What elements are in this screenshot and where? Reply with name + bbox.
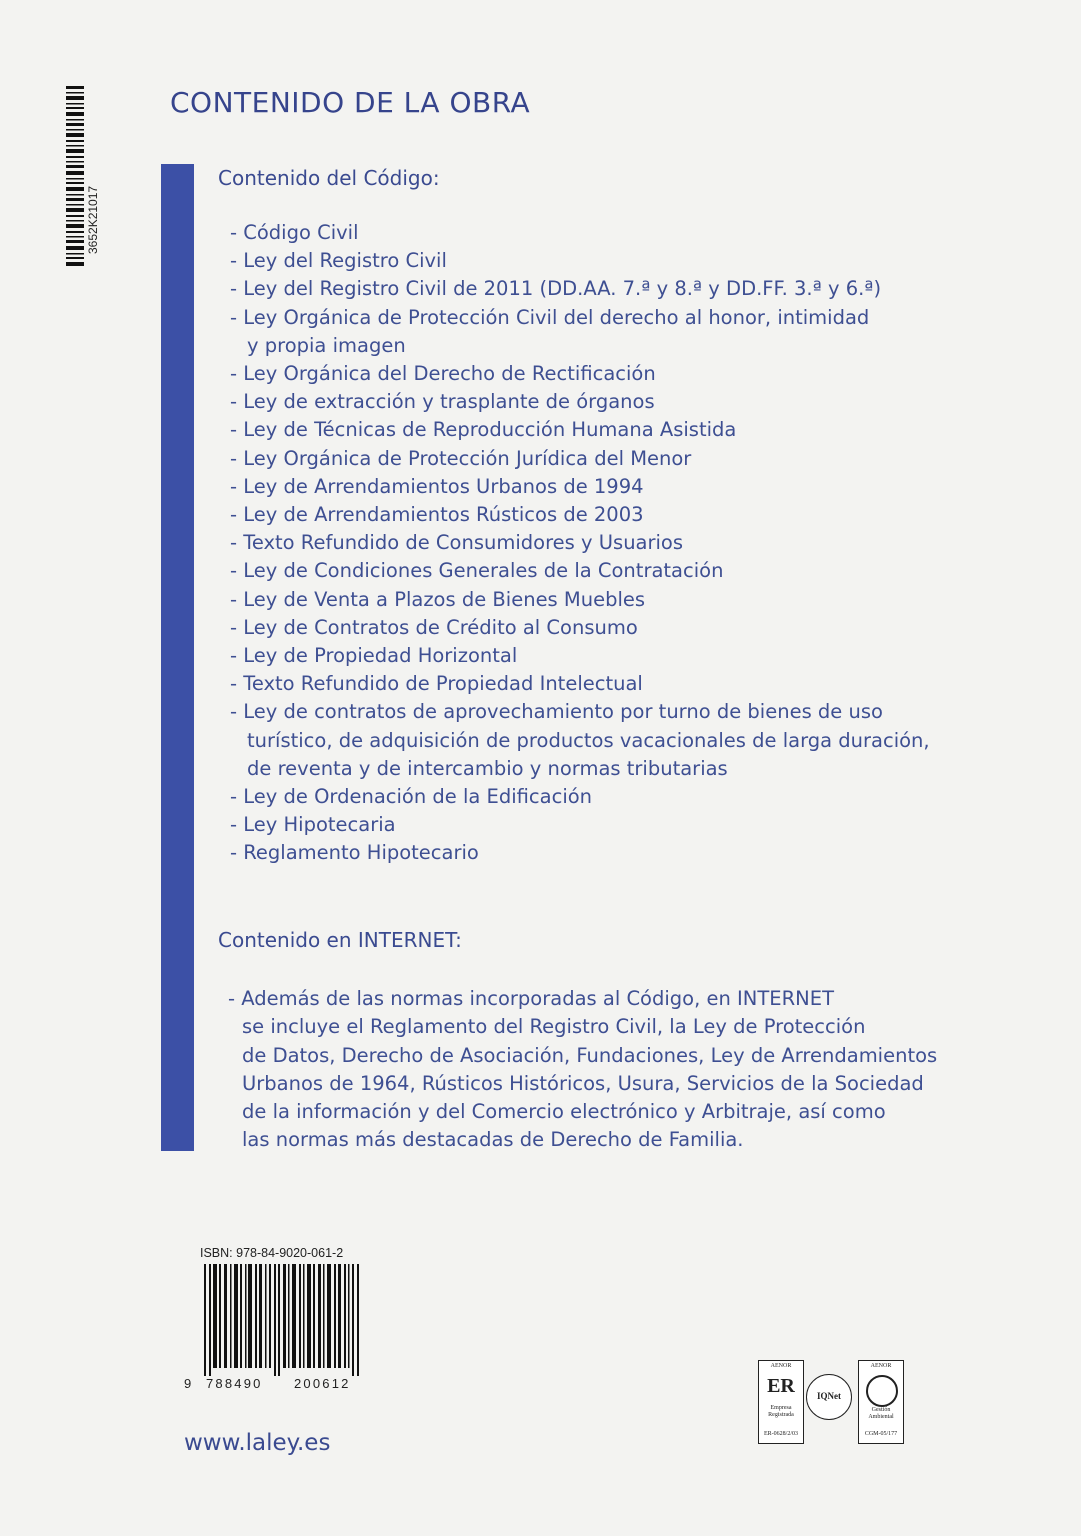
list-item-text: turístico, de adquisición de productos vacacionales de larga duración, [247, 728, 930, 752]
code-contents-heading: Contenido del Código: [218, 166, 440, 190]
list-item-text: - Ley de Ordenación de la Edificación [230, 785, 593, 809]
list-item [230, 614, 1010, 642]
list-item-text: - Texto Refundido de Propiedad Intelectual [230, 672, 643, 696]
isbn-barcode [184, 1264, 369, 1376]
list-item [228, 985, 1028, 1155]
list-item [230, 388, 1010, 416]
internet-text-line: - Además de las normas incorporadas al Código, en INTERNET [228, 987, 834, 1010]
er-mark: ER [767, 1375, 795, 1397]
internet-text-line: Urbanos de 1964, Rústicos Históricos, Usura, Servicios de la Sociedad [242, 1071, 924, 1095]
list-item [230, 642, 1010, 670]
list-item [230, 557, 1010, 585]
list-item [230, 783, 1010, 811]
internet-contents-heading: Contenido en INTERNET: [218, 928, 462, 952]
internet-text-line: las normas más destacadas de Derecho de Familia. [242, 1128, 744, 1152]
list-item-text: - Ley Orgánica de Protección Jurídica del Menor [230, 446, 692, 470]
isbn-digits-lead: 9 [184, 1376, 192, 1391]
list-item [230, 360, 1010, 388]
list-item-text: - Ley de extracción y trasplante de órganos [230, 390, 655, 414]
isbn-label: ISBN: 978-84-9020-061-2 [200, 1246, 344, 1260]
list-item-text: y propia imagen [247, 333, 406, 357]
list-item [230, 445, 1010, 473]
internet-contents-list [228, 985, 1028, 1155]
list-item [230, 839, 1010, 867]
ga-circle-icon [866, 1375, 898, 1407]
list-item-text: - Ley del Registro Civil de 2011 (DD.AA. 7.ª y 8.ª y DD.FF. 3.ª y 6.ª) [230, 277, 882, 301]
side-barcode-number: 3652K21017 [86, 185, 100, 254]
list-item-text: - Ley de Propiedad Horizontal [230, 644, 518, 668]
list-item [230, 219, 1010, 247]
list-item [230, 811, 1010, 839]
list-item-text: - Ley Orgánica de Protección Civil del derecho al honor, intimidad [230, 305, 870, 329]
website-link[interactable]: www.laley.es [184, 1430, 331, 1456]
list-item [230, 247, 1010, 275]
list-item [230, 670, 1010, 698]
list-item [230, 529, 1010, 557]
iqnet-certification-badge: IQNet [806, 1374, 852, 1420]
list-item-text: - Ley de Arrendamientos Rústicos de 2003 [230, 503, 644, 527]
list-item-text: - Ley de Arrendamientos Urbanos de 1994 [230, 474, 644, 498]
internet-text-line: se incluye el Reglamento del Registro Civil, la Ley de Protección [242, 1015, 866, 1039]
list-item-text: - Ley de contratos de aprovechamiento por turno de bienes de uso [230, 700, 883, 724]
internet-text-line: de Datos, Derecho de Asociación, Fundaciones, Ley de Arrendamientos [242, 1043, 938, 1067]
list-item-text: - Código Civil [230, 221, 359, 244]
list-item-text: - Ley de Venta a Plazos de Bienes Muebles [230, 587, 646, 611]
page-title: CONTENIDO DE LA OBRA [170, 86, 531, 119]
accent-bar [161, 164, 194, 1151]
list-item [230, 698, 1010, 783]
list-item [230, 416, 1010, 444]
code-contents-list [230, 219, 1010, 868]
list-item [230, 473, 1010, 501]
aenor-ga-certification-badge: AENOR Gestión Ambiental CGM-05/177 [858, 1360, 904, 1444]
list-item-text: - Ley de Condiciones Generales de la Contratación [230, 559, 724, 583]
list-item [230, 501, 1010, 529]
isbn-digits-left: 788490 [206, 1376, 263, 1391]
list-item [230, 304, 1010, 360]
aenor-er-certification-badge: AENOR ER Empresa Registrada ER-0628/2/03 [758, 1360, 804, 1444]
list-item-text: - Ley Orgánica del Derecho de Rectificación [230, 362, 656, 386]
internet-text-line: de la información y del Comercio electrónico y Arbitraje, así como [242, 1100, 886, 1124]
list-item-text: - Ley de Contratos de Crédito al Consumo [230, 615, 638, 639]
list-item-text: - Ley Hipotecaria [230, 813, 396, 837]
list-item-text: - Texto Refundido de Consumidores y Usuarios [230, 531, 684, 555]
list-item-text: - Ley de Técnicas de Reproducción Humana Asistida [230, 418, 737, 442]
list-item-text: - Reglamento Hipotecario [230, 841, 479, 865]
list-item [230, 275, 1010, 303]
list-item-text: - Ley del Registro Civil [230, 249, 447, 273]
list-item [230, 586, 1010, 614]
list-item-text: de reventa y de intercambio y normas tributarias [247, 756, 728, 780]
isbn-digits-right: 200612 [294, 1376, 351, 1391]
